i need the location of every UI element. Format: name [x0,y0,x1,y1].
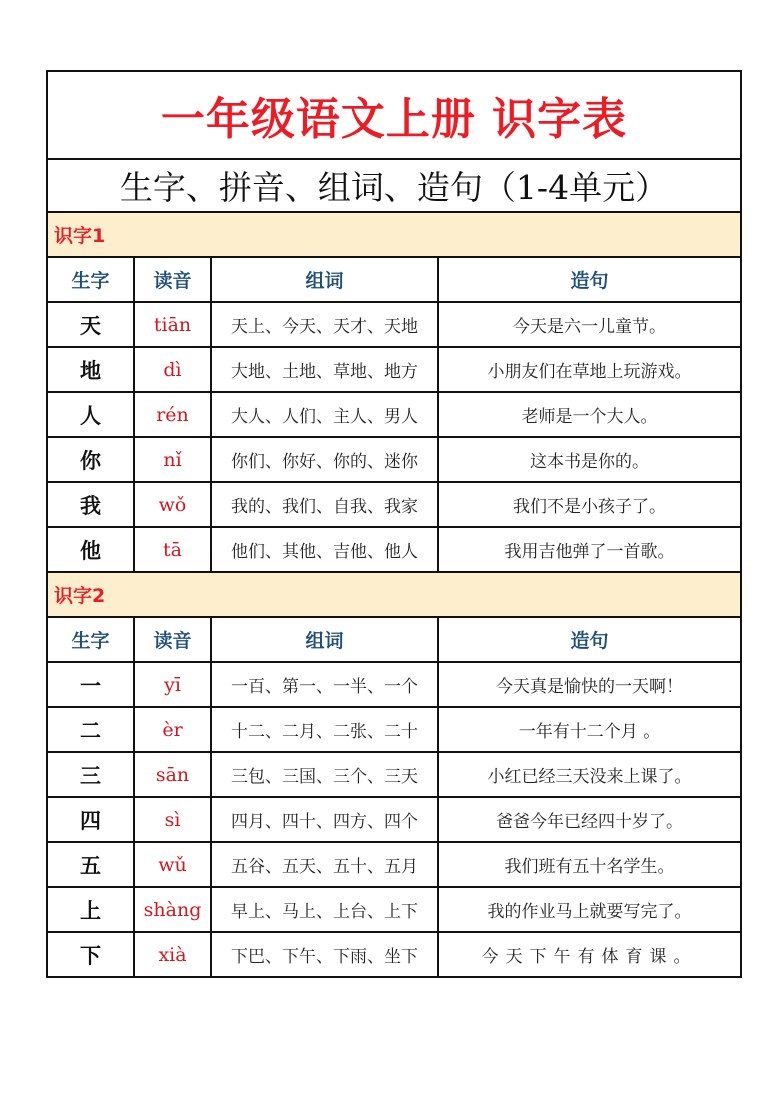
sentence-cell: 今天下午有体育课。 [438,932,741,977]
pinyin-cell: tā [134,527,211,572]
pinyin-cell: tiān [134,302,211,347]
sentence-cell: 这本书是你的。 [438,437,741,482]
words-cell: 早上、马上、上台、上下 [211,887,438,932]
table-row [47,932,741,977]
column-header-char: 生字 [47,257,134,302]
pinyin-cell: shàng [134,887,211,932]
column-header-sentence: 造句 [438,257,741,302]
pinyin-cell: nǐ [134,437,211,482]
section-header-2: 识字2 [47,572,741,617]
column-header-words: 组词 [211,617,438,662]
words-cell: 我的、我们、自我、我家 [211,482,438,527]
pinyin-cell: yī [134,662,211,707]
table-row [47,707,741,752]
table-row [47,662,741,707]
table-row [47,797,741,842]
words-cell: 下巴、下午、下雨、坐下 [211,932,438,977]
char-cell: 你 [47,437,134,482]
column-header-row [47,617,741,662]
char-cell: 四 [47,797,134,842]
column-header-pinyin: 读音 [134,257,211,302]
pinyin-cell: sì [134,797,211,842]
words-cell: 大人、人们、主人、男人 [211,392,438,437]
sentence-cell: 我的作业马上就要写完了。 [438,887,741,932]
char-cell: 三 [47,752,134,797]
char-cell: 地 [47,347,134,392]
page-title: 一年级语文上册 识字表 [47,71,741,159]
char-cell: 天 [47,302,134,347]
sentence-cell: 我们不是小孩子了。 [438,482,741,527]
char-cell: 下 [47,932,134,977]
table-row [47,482,741,527]
words-cell: 五谷、五天、五十、五月 [211,842,438,887]
section-header-1: 识字1 [47,212,741,257]
words-cell: 天上、今天、天才、天地 [211,302,438,347]
char-cell: 他 [47,527,134,572]
table-row [47,347,741,392]
sentence-cell: 老师是一个大人。 [438,392,741,437]
words-cell: 你们、你好、你的、迷你 [211,437,438,482]
words-cell: 十二、二月、二张、二十 [211,707,438,752]
sentence-cell: 今天是六一儿童节。 [438,302,741,347]
words-cell: 四月、四十、四方、四个 [211,797,438,842]
column-header-words: 组词 [211,257,438,302]
column-header-sentence: 造句 [438,617,741,662]
pinyin-cell: èr [134,707,211,752]
table-row [47,392,741,437]
column-header-char: 生字 [47,617,134,662]
char-cell: 五 [47,842,134,887]
column-header-row [47,257,741,302]
sentence-cell: 爸爸今年已经四十岁了。 [438,797,741,842]
sentence-cell: 我用吉他弹了一首歌。 [438,527,741,572]
page-subtitle: 生字、拼音、组词、造句（1-4单元） [47,159,741,212]
sentence-cell: 我们班有五十名学生。 [438,842,741,887]
table-row [47,302,741,347]
sentence-cell: 小朋友们在草地上玩游戏。 [438,347,741,392]
pinyin-cell: wǒ [134,482,211,527]
char-cell: 一 [47,662,134,707]
table-row [47,527,741,572]
table-row [47,842,741,887]
char-cell: 二 [47,707,134,752]
pinyin-cell: wǔ [134,842,211,887]
char-cell: 上 [47,887,134,932]
pinyin-cell: rén [134,392,211,437]
sentence-cell: 小红已经三天没来上课了。 [438,752,741,797]
table-row [47,752,741,797]
table-row [47,887,741,932]
pinyin-cell: dì [134,347,211,392]
sentence-cell: 今天真是愉快的一天啊！ [438,662,741,707]
pinyin-cell: sān [134,752,211,797]
literacy-table [46,70,742,978]
words-cell: 三包、三国、三个、三天 [211,752,438,797]
pinyin-cell: xià [134,932,211,977]
words-cell: 他们、其他、吉他、他人 [211,527,438,572]
char-cell: 人 [47,392,134,437]
table-row [47,437,741,482]
column-header-pinyin: 读音 [134,617,211,662]
words-cell: 一百、第一、一半、一个 [211,662,438,707]
words-cell: 大地、土地、草地、地方 [211,347,438,392]
char-cell: 我 [47,482,134,527]
sentence-cell: 一年有十二个月 。 [438,707,741,752]
